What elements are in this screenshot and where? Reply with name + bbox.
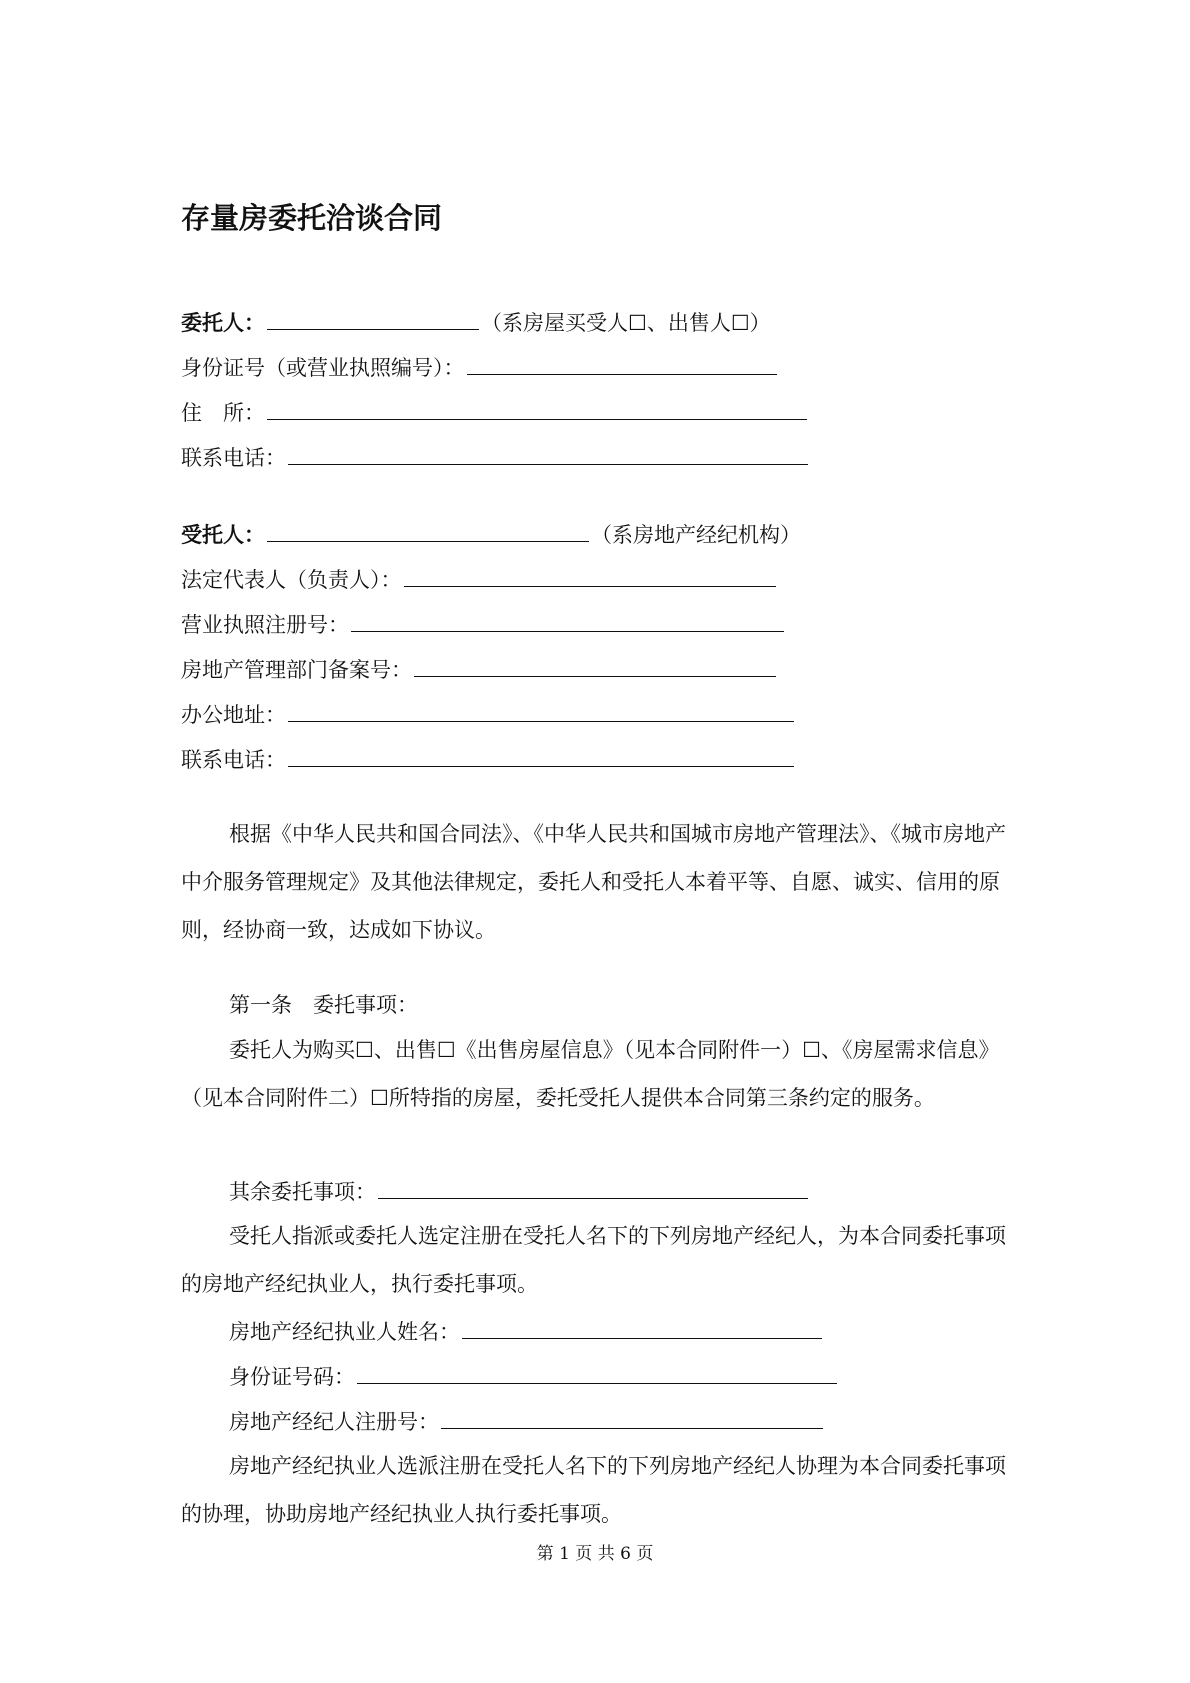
broker-id-label: 身份证号码：: [229, 1365, 355, 1389]
principal-address-blank[interactable]: [267, 397, 807, 420]
article1-heading: 第一条 委托事项：: [229, 993, 418, 1017]
principal-row: [181, 307, 771, 337]
principal-id-blank[interactable]: [467, 352, 777, 375]
broker-reg-blank[interactable]: [441, 1406, 823, 1429]
agent-office-blank[interactable]: [288, 699, 794, 722]
agent-legal-rep-row: [181, 564, 778, 594]
assistant-paragraph: 房地产经纪执业人选派注册在受托人名下的下列房地产经纪人协理为本合同委托事项的协理，协助房地产经纪执业人执行委托事项。: [181, 1454, 1006, 1526]
principal-phone-blank[interactable]: [288, 442, 808, 465]
agent-name-blank[interactable]: [267, 519, 589, 542]
agent-suffix: （系房地产经纪机构）: [591, 523, 801, 547]
agent-label: 受托人：: [181, 522, 265, 547]
article1-body: 委托人为购买☐、出售☐《出售房屋信息》（见本合同附件一）☐、《房屋需求信息》（见本合同附件二）☐所特指的房屋，委托受托人提供本合同第三条约定的服务。: [181, 1038, 1000, 1110]
agent-license-blank[interactable]: [351, 609, 784, 632]
broker-reg-row: [229, 1406, 825, 1436]
principal-name-blank[interactable]: [267, 307, 479, 330]
agent-phone-blank[interactable]: [288, 744, 794, 767]
agent-phone-row: [181, 744, 796, 774]
broker-name-row: [229, 1316, 824, 1346]
agent-phone-label: 联系电话：: [181, 748, 286, 772]
principal-suffix: （系房屋买受人☐、出售人☐）: [481, 311, 771, 335]
agent-legal-rep-blank[interactable]: [404, 564, 776, 587]
other-matters-label: 其余委托事项：: [229, 1180, 376, 1204]
principal-address-row: [181, 397, 809, 427]
agent-license-label: 营业执照注册号：: [181, 613, 349, 637]
agent-legal-rep-label: 法定代表人（负责人）：: [181, 568, 402, 592]
other-matters-row: [229, 1176, 810, 1206]
principal-label: 委托人：: [181, 310, 265, 335]
principal-id-label: 身份证号（或营业执照编号）：: [181, 356, 465, 380]
broker-id-blank[interactable]: [357, 1361, 837, 1384]
principal-phone-label: 联系电话：: [181, 446, 286, 470]
principal-address-label: 住 所：: [181, 401, 265, 425]
preamble-paragraph: 根据《中华人民共和国合同法》、《中华人民共和国城市房地产管理法》、《城市房地产中介服务管理规定》及其他法律规定，委托人和受托人本着平等、自愿、诚实、信用的原则，经协商一致，达成如下协议。: [181, 822, 1006, 942]
broker-paragraph: 受托人指派或委托人选定注册在受托人名下的下列房地产经纪人，为本合同委托事项的房地产经纪执业人，执行委托事项。: [181, 1224, 1006, 1296]
broker-reg-label: 房地产经纪人注册号：: [229, 1410, 439, 1434]
broker-name-blank[interactable]: [462, 1316, 822, 1339]
agent-office-label: 办公地址：: [181, 703, 286, 727]
principal-id-row: [181, 352, 779, 382]
agent-office-row: [181, 699, 796, 729]
other-matters-blank[interactable]: [378, 1176, 808, 1199]
principal-phone-row: [181, 442, 810, 472]
agent-license-row: [181, 609, 786, 639]
agent-filing-label: 房地产管理部门备案号：: [181, 658, 412, 682]
broker-id-row: [229, 1361, 839, 1391]
agent-row: [181, 519, 801, 549]
document-title: 存量房委托洽谈合同: [181, 201, 443, 235]
broker-name-label: 房地产经纪执业人姓名：: [229, 1320, 460, 1344]
agent-filing-row: [181, 654, 778, 684]
page-number: 第 1 页 共 6 页: [536, 1544, 654, 1564]
agent-filing-blank[interactable]: [414, 654, 776, 677]
